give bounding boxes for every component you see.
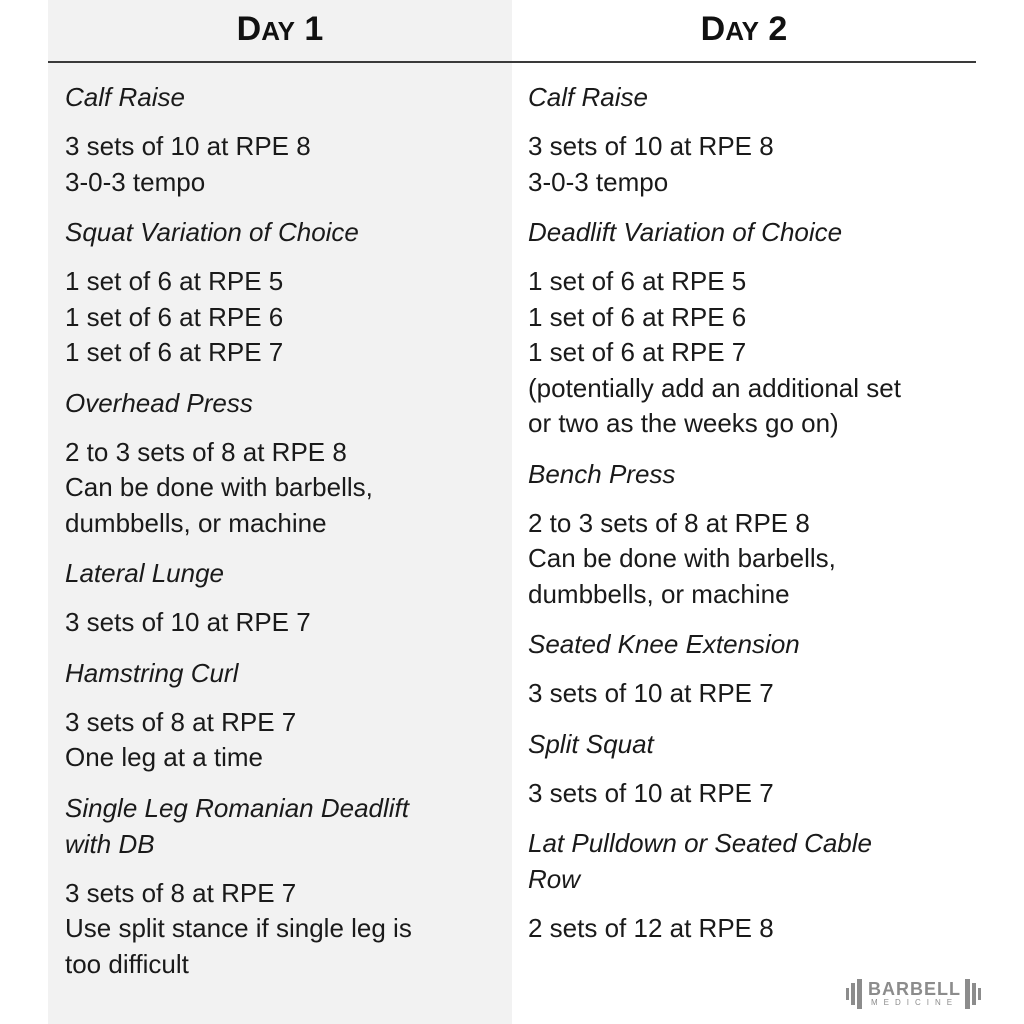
exercise-name <box>65 385 495 421</box>
exercise-detail-line: 3 sets of 10 at RPE 8 <box>65 131 311 161</box>
exercise-name-line: with DB <box>65 828 155 859</box>
exercise-detail-line: 3-0-3 tempo <box>65 166 206 197</box>
exercise-name-line: Squat Variation of Choice <box>65 217 359 247</box>
exercise-detail-line: 1 set of 6 at RPE 6 <box>65 301 284 332</box>
exercise-name <box>65 555 495 591</box>
exercise-name-line: Calf Raise <box>65 82 185 112</box>
exercise-name-line: Seated Knee Extension <box>528 629 800 659</box>
header-divider <box>48 61 976 63</box>
exercise-detail-line: 3 sets of 10 at RPE 7 <box>528 777 774 808</box>
exercise-name <box>528 214 958 250</box>
exercise-detail-line: Can be done with barbells, <box>65 472 373 502</box>
exercise-name <box>65 655 495 691</box>
exercise-name <box>528 626 958 662</box>
day2-exercise-list <box>528 79 958 961</box>
exercise-name-line: Bench Press <box>528 458 676 489</box>
exercise-name-line: Row <box>528 864 581 894</box>
exercise-block <box>528 726 958 812</box>
exercise-name <box>65 79 495 115</box>
barbell-plate-icon <box>857 979 862 1009</box>
exercise-block <box>528 626 958 712</box>
exercise-detail-line: or two as the weeks go on) <box>528 408 839 438</box>
exercise-detail-line: 3-0-3 tempo <box>528 166 669 197</box>
exercise-detail-line: 3 sets of 8 at RPE 7 <box>65 877 297 908</box>
barbell-plate-icon <box>965 979 970 1009</box>
exercise-name-line: Overhead Press <box>65 387 253 418</box>
exercise-detail-line: 3 sets of 10 at RPE 8 <box>528 131 774 161</box>
exercise-detail-line: 2 to 3 sets of 8 at RPE 8 <box>65 436 347 467</box>
exercise-name <box>528 825 958 897</box>
exercise-name-line: Lat Pulldown or Seated Cable <box>528 828 873 858</box>
exercise-block <box>65 214 495 371</box>
logo-sub-text: MEDICINE <box>870 998 959 1007</box>
exercise-detail-line: 1 set of 6 at RPE 7 <box>65 337 284 367</box>
exercise-block <box>528 214 958 442</box>
exercise-detail-line: 2 to 3 sets of 8 at RPE 8 <box>528 507 810 538</box>
exercise-name-line: Hamstring Curl <box>65 657 239 688</box>
exercise-name-line: Single Leg Romanian Deadlift <box>65 792 409 823</box>
exercise-block <box>528 79 958 200</box>
exercise-detail-line: 2 sets of 12 at RPE 8 <box>528 913 774 943</box>
exercise-block <box>65 790 495 983</box>
barbell-plate-icon <box>972 983 976 1005</box>
exercise-name-line: Lateral Lunge <box>65 558 225 588</box>
exercise-name <box>528 726 958 762</box>
barbell-plate-icon <box>851 983 855 1005</box>
exercise-detail-line: 1 set of 6 at RPE 7 <box>528 337 747 367</box>
exercise-detail-line: too difficult <box>65 948 189 979</box>
day1-header: DAY 1 <box>236 10 324 48</box>
exercise-detail-line: 3 sets of 10 at RPE 7 <box>528 678 774 708</box>
exercise-block <box>65 655 495 776</box>
exercise-block <box>65 79 495 200</box>
exercise-block <box>528 825 958 947</box>
exercise-detail-line: Can be done with barbells, <box>528 543 836 573</box>
exercise-detail-line: 1 set of 6 at RPE 5 <box>65 266 284 296</box>
exercise-block <box>65 385 495 542</box>
day1-exercise-list <box>65 79 495 996</box>
exercise-detail-line: One leg at a time <box>65 742 263 772</box>
exercise-block <box>528 456 958 613</box>
exercise-name <box>528 456 958 492</box>
exercise-name-line: Calf Raise <box>528 82 648 112</box>
exercise-name-line: Deadlift Variation of Choice <box>528 217 843 247</box>
exercise-detail-line: Use split stance if single leg is <box>65 913 412 943</box>
exercise-detail-line: (potentially add an additional set <box>528 372 901 403</box>
exercise-detail-line: dumbbells, or machine <box>528 578 790 609</box>
barbell-plate-icon <box>978 988 981 1000</box>
exercise-name-line: Split Squat <box>528 728 654 759</box>
exercise-block <box>65 555 495 641</box>
exercise-detail-line: 3 sets of 8 at RPE 7 <box>65 706 297 737</box>
barbell-plate-icon <box>846 988 849 1000</box>
exercise-name <box>65 214 495 250</box>
logo-main-text: BARBELL <box>868 979 961 999</box>
exercise-name <box>528 79 958 115</box>
exercise-detail-line: 1 set of 6 at RPE 5 <box>528 266 747 296</box>
day2-header: DAY 2 <box>700 10 788 48</box>
exercise-name <box>65 790 495 862</box>
exercise-detail-line: dumbbells, or machine <box>65 507 327 538</box>
exercise-detail-line: 1 set of 6 at RPE 6 <box>528 301 747 332</box>
exercise-detail-line: 3 sets of 10 at RPE 7 <box>65 607 311 637</box>
barbell-medicine-logo <box>846 976 983 1012</box>
